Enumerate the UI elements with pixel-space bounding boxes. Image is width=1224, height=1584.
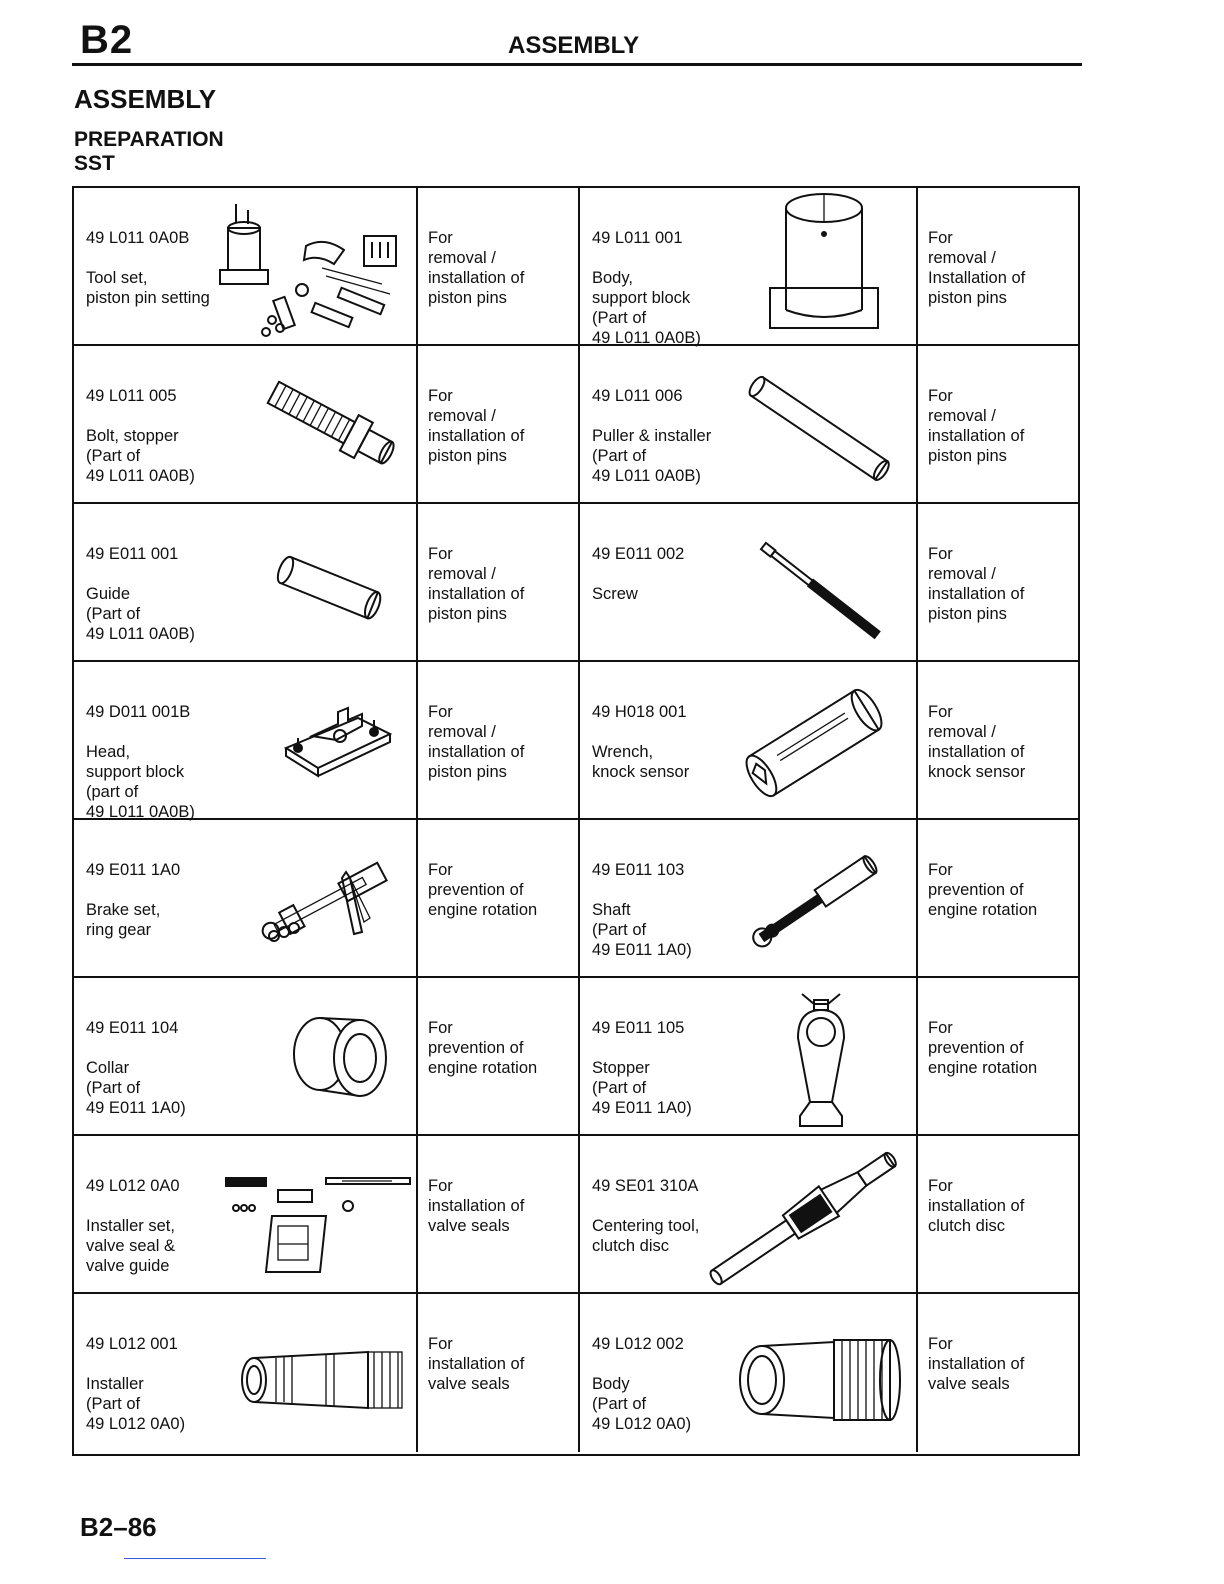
tool-use [928, 1176, 1024, 1236]
use-line: valve seals [928, 1375, 1010, 1393]
tool-name-line: Puller & installer [592, 427, 712, 445]
use-line: piston pins [428, 447, 507, 465]
tool-name-line: Shaft [592, 901, 631, 919]
tool-text [592, 228, 701, 348]
use-line: installation of [928, 1355, 1025, 1373]
tool-use [428, 386, 524, 466]
tool-text [86, 228, 210, 308]
tool-code: 49 L012 001 [86, 1335, 178, 1353]
tool-name-line: Head, [86, 743, 131, 761]
tool-use [928, 1018, 1037, 1078]
tool-name-line: Brake set, [86, 901, 161, 919]
tool-cell [74, 820, 418, 976]
use-cell [918, 1294, 1078, 1452]
tool-text [592, 1334, 691, 1434]
use-line: valve seals [428, 1375, 510, 1393]
tool-name-line: Stopper [592, 1059, 650, 1077]
use-line: engine rotation [928, 1059, 1038, 1077]
collar-illustration [284, 1006, 394, 1116]
table-row [74, 662, 1078, 820]
tool-cell [580, 820, 918, 976]
tool-cell [74, 1136, 418, 1292]
tool-name-line: (Part of [86, 447, 141, 465]
use-line: engine rotation [428, 901, 538, 919]
tool-name-line: (Part of [592, 1395, 647, 1413]
tool-name-line: knock sensor [592, 763, 690, 781]
tool-name-line: Collar [86, 1059, 130, 1077]
use-line: removal / [928, 723, 996, 741]
tool-name-line: support block [86, 763, 185, 781]
tool-name-line: (Part of [592, 921, 647, 939]
table-row [74, 1136, 1078, 1294]
support-block-body-illustration [766, 190, 882, 336]
use-line: For [428, 545, 453, 563]
tool-name-line: Body, [592, 269, 633, 287]
tool-set-illustration [214, 202, 414, 342]
tool-name-line: Body [592, 1375, 630, 1393]
use-line: For [428, 861, 453, 879]
tool-cell [580, 1294, 918, 1452]
tool-name-line: 49 L011 0A0B) [86, 625, 195, 643]
tool-name-line: (Part of [86, 605, 141, 623]
tool-code: 49 L011 0A0B [86, 229, 190, 247]
tool-use [428, 860, 537, 920]
brake-set-illustration [250, 848, 400, 958]
use-cell [918, 188, 1078, 344]
tool-cell [580, 346, 918, 502]
use-line: installation of [928, 743, 1025, 761]
use-cell [918, 978, 1078, 1134]
tool-name-line: support block [592, 289, 691, 307]
use-line: removal / [428, 565, 496, 583]
tool-name-line: (Part of [86, 1079, 141, 1097]
tool-name-line: 49 E011 1A0) [592, 1099, 692, 1117]
use-line: clutch disc [928, 1217, 1006, 1235]
tool-name-line: Wrench, [592, 743, 654, 761]
tool-use [428, 1018, 537, 1078]
use-line: For [428, 1019, 453, 1037]
use-cell [418, 188, 580, 344]
use-cell [918, 820, 1078, 976]
tool-name-line: Centering tool, [592, 1217, 700, 1235]
tool-use [428, 702, 524, 782]
use-line: prevention of [428, 881, 524, 899]
use-line: removal / [928, 565, 996, 583]
use-line: For [928, 1177, 953, 1195]
tool-text [592, 860, 692, 960]
tool-cell [74, 188, 418, 344]
use-line: For [428, 387, 453, 405]
guide-illustration [270, 548, 390, 628]
section-code: B2 [80, 18, 134, 62]
tool-use [928, 228, 1025, 308]
use-line: For [428, 703, 453, 721]
tool-code: 49 E011 001 [86, 545, 179, 563]
tool-text [86, 544, 195, 644]
tool-code: 49 SE01 310A [592, 1177, 699, 1195]
shaft-illustration [740, 848, 890, 958]
tool-use [428, 1334, 524, 1394]
tool-text [592, 386, 711, 486]
use-line: piston pins [928, 605, 1007, 623]
table-row [74, 978, 1078, 1136]
tool-cell [580, 662, 918, 818]
use-line: installation of [928, 427, 1025, 445]
tool-text [86, 860, 180, 940]
use-line: installation of [928, 1197, 1025, 1215]
tool-name-line: 49 L012 0A0) [86, 1415, 186, 1433]
tool-name-line: Installer [86, 1375, 144, 1393]
tool-use [928, 544, 1024, 624]
tool-use [928, 386, 1024, 466]
use-line: removal / [428, 723, 496, 741]
centering-tool-illustration [694, 1146, 914, 1290]
tool-code: 49 E011 105 [592, 1019, 685, 1037]
use-line: Installation of [928, 269, 1026, 287]
tool-cell [580, 978, 918, 1134]
tool-use [928, 860, 1037, 920]
table-row [74, 820, 1078, 978]
use-line: For [928, 703, 953, 721]
tool-cell [580, 1136, 918, 1292]
tool-name-line: 49 L011 0A0B) [86, 467, 195, 485]
sst-table [72, 186, 1080, 1456]
subheading-sst: SST [74, 152, 115, 175]
use-cell [918, 504, 1078, 660]
tool-code: 49 L012 0A0 [86, 1177, 180, 1195]
use-line: piston pins [428, 605, 507, 623]
tool-use [928, 702, 1025, 782]
tool-text [592, 544, 684, 604]
tool-text [86, 702, 195, 822]
use-cell [918, 1136, 1078, 1292]
tool-name-line: Bolt, stopper [86, 427, 179, 445]
bolt-stopper-illustration [254, 372, 404, 472]
table-row [74, 188, 1078, 346]
use-line: installation of [428, 743, 525, 761]
tool-cell [74, 504, 418, 660]
use-line: For [928, 861, 953, 879]
tool-code: 49 E011 002 [592, 545, 685, 563]
screw-illustration [746, 536, 896, 646]
tool-cell [74, 662, 418, 821]
tool-name-line: 49 L011 0A0B) [592, 329, 701, 347]
page-number: B2–86 [80, 1512, 157, 1542]
tool-code: 49 L011 005 [86, 387, 177, 405]
use-line: For [928, 1335, 953, 1353]
use-line: piston pins [928, 289, 1007, 307]
table-row [74, 1294, 1078, 1452]
use-line: prevention of [928, 881, 1024, 899]
tool-code: 49 E011 103 [592, 861, 685, 879]
header-rule [72, 63, 1082, 66]
use-line: piston pins [928, 447, 1007, 465]
tool-text [86, 386, 195, 486]
use-line: piston pins [428, 763, 507, 781]
subheading-preparation: PREPARATION [74, 128, 224, 151]
use-line: For [928, 545, 953, 563]
valve-seal-body-illustration [734, 1328, 906, 1428]
use-line: installation of [928, 585, 1025, 603]
tool-cell [74, 346, 418, 502]
use-line: removal / [428, 407, 496, 425]
use-cell [418, 1136, 580, 1292]
head-support-block-illustration [278, 696, 398, 786]
tool-name-line: 49 L011 0A0B) [592, 467, 701, 485]
use-line: engine rotation [428, 1059, 538, 1077]
use-cell [418, 662, 580, 818]
use-line: prevention of [928, 1039, 1024, 1057]
tool-name-line: valve guide [86, 1257, 170, 1275]
tool-name-line: (Part of [592, 309, 647, 327]
table-row [74, 504, 1078, 662]
tool-name-line: (Part of [86, 1395, 141, 1413]
use-line: removal / [928, 249, 996, 267]
use-cell [418, 820, 580, 976]
use-line: removal / [428, 249, 496, 267]
use-cell [918, 346, 1078, 502]
tool-text [592, 1018, 692, 1118]
tool-code: 49 H018 001 [592, 703, 687, 721]
use-line: For [928, 229, 953, 247]
tool-text [86, 1334, 185, 1434]
table-row [74, 346, 1078, 504]
tool-name-line: (Part of [592, 1079, 647, 1097]
tool-name-line: Installer set, [86, 1217, 175, 1235]
use-line: prevention of [428, 1039, 524, 1057]
use-line: installation of [428, 269, 525, 287]
tool-name-line: 49 L012 0A0) [592, 1415, 692, 1433]
tool-use [428, 228, 524, 308]
puller-installer-illustration [740, 374, 900, 484]
use-line: For [428, 1177, 453, 1195]
tool-name-line: Tool set, [86, 269, 148, 287]
tool-text [86, 1176, 180, 1276]
tool-name-line: Screw [592, 585, 638, 603]
use-cell [418, 346, 580, 502]
tool-use [428, 544, 524, 624]
tool-name-line: Guide [86, 585, 131, 603]
tool-use [928, 1334, 1024, 1394]
use-line: installation of [428, 427, 525, 445]
tool-code: 49 E011 104 [86, 1019, 179, 1037]
use-line: For [428, 1335, 453, 1353]
tool-name-line: piston pin setting [86, 289, 210, 307]
tool-cell [74, 978, 418, 1134]
use-line: piston pins [428, 289, 507, 307]
use-line: installation of [428, 1355, 525, 1373]
use-cell [418, 978, 580, 1134]
tool-name-line: clutch disc [592, 1237, 670, 1255]
tool-code: 49 L011 006 [592, 387, 683, 405]
stopper-illustration [776, 986, 866, 1132]
use-line: For [428, 229, 453, 247]
use-line: For [928, 1019, 953, 1037]
tool-name-line: 49 L011 0A0B) [86, 803, 195, 821]
tool-text [86, 1018, 186, 1118]
tool-text [592, 1176, 699, 1256]
tool-code: 49 L012 002 [592, 1335, 684, 1353]
use-line: For [928, 387, 953, 405]
use-line: knock sensor [928, 763, 1026, 781]
tool-use [428, 1176, 524, 1236]
tool-cell [74, 1294, 418, 1452]
use-line: removal / [928, 407, 996, 425]
tool-name-line: (Part of [592, 447, 647, 465]
installer-set-illustration [222, 1164, 414, 1282]
footer-rule [124, 1558, 266, 1559]
tool-name-line: ring gear [86, 921, 152, 939]
tool-name-line: (part of [86, 783, 139, 801]
tool-cell [580, 188, 918, 347]
tool-code: 49 L011 001 [592, 229, 683, 247]
tool-cell [580, 504, 918, 660]
use-cell [418, 504, 580, 660]
use-cell [418, 1294, 580, 1452]
use-line: engine rotation [928, 901, 1038, 919]
tool-code: 49 E011 1A0 [86, 861, 181, 879]
tool-name-line: valve seal & [86, 1237, 175, 1255]
header-title: ASSEMBLY [508, 32, 640, 59]
tool-name-line: 49 E011 1A0) [86, 1099, 186, 1117]
page-title: ASSEMBLY [74, 84, 217, 114]
use-line: installation of [428, 1197, 525, 1215]
tool-name-line: 49 E011 1A0) [592, 941, 692, 959]
tool-text [592, 702, 689, 782]
use-line: valve seals [428, 1217, 510, 1235]
use-line: installation of [428, 585, 525, 603]
valve-seal-installer-illustration [236, 1338, 408, 1418]
use-cell [918, 662, 1078, 818]
knock-sensor-wrench-illustration [736, 678, 892, 808]
tool-code: 49 D011 001B [86, 703, 191, 721]
